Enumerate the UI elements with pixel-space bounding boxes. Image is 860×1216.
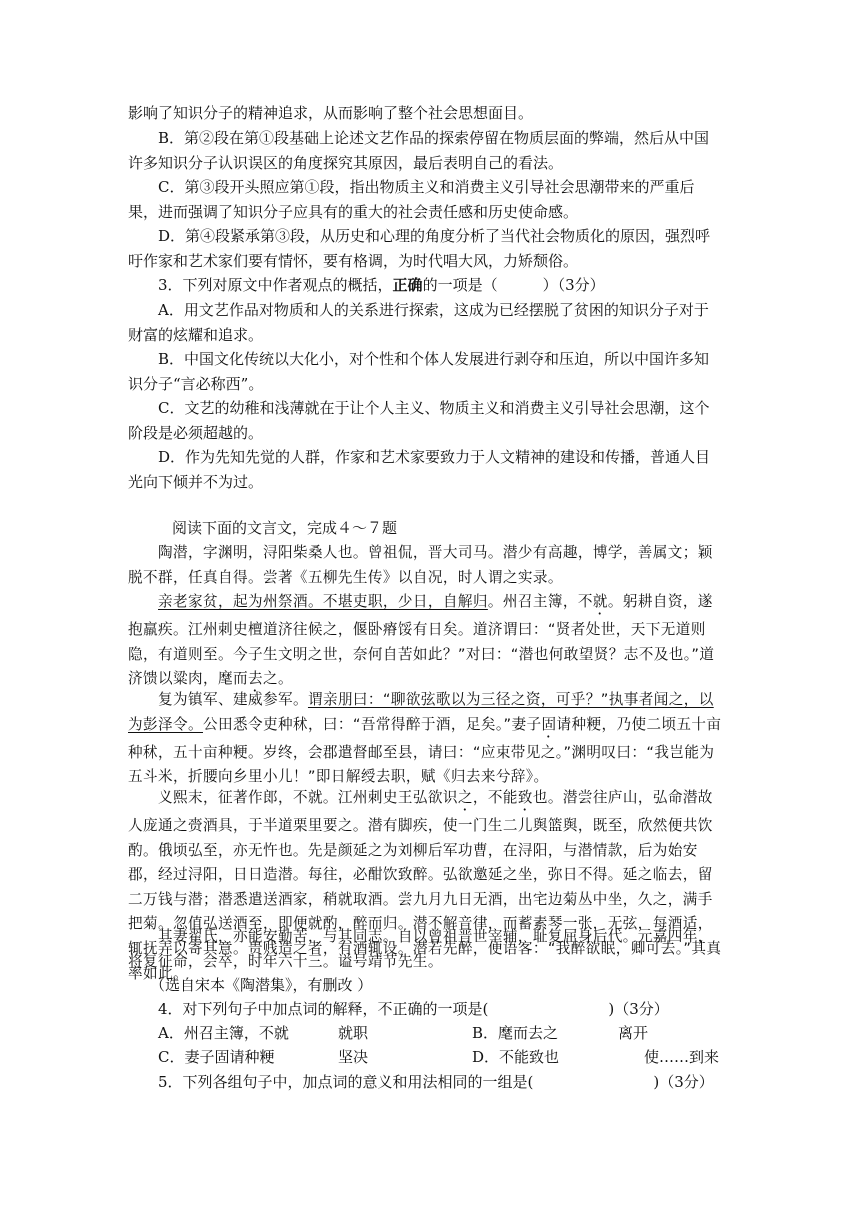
passage-text: 公田悉令吏种秫，曰：“吾常得醉于酒，足矣。”妻子	[202, 715, 542, 733]
passage-intro: 阅读下面的文言文，完成４～７题	[172, 519, 398, 537]
q4-option-a-sentence: A．州召主簿，不就	[158, 1024, 289, 1042]
underlined-sentence-3: 谓亲朋曰：“聊欲弦歌以为三径之资，可乎？”执事者闻之，以为彭泽令。	[128, 691, 714, 733]
q2-option-a-continuation: 影响了知识分子的精神追求，从而影响了整个社会思想面目。	[128, 104, 534, 122]
q2-option-b: B．第②段在第①段基础上论述文艺作品的探索停留在物质层面的弊端，然后从中国许多知识分子认识误区的角度探究其原因，最后表明自己的看法。	[128, 129, 710, 172]
q4-option-c-sentence: C．妻子固请种粳	[158, 1048, 275, 1066]
passage-text: ，不能	[472, 789, 518, 806]
dotted-word-zhi-2: 致	[517, 789, 533, 806]
passage-text: 义熙末，征著作郎，不就。江州刺史王弘欲识	[158, 789, 458, 806]
q4-options-row-2	[158, 1045, 738, 1069]
passage-text: 之。	[262, 670, 293, 688]
dotted-word-qu: 去	[247, 670, 263, 688]
passage-paragraph-3	[128, 688, 722, 790]
q4-options-row-1	[158, 1021, 738, 1045]
passage-paragraph-5: 其妻翟氏，亦能安勤苦，与其同志。自以曾祖晋世宰辅，耻复屈身后代。元嘉四年，将复征命，会卒，时年六十三。谥号靖节先生。	[128, 928, 713, 970]
dotted-word-jiu: 就	[592, 593, 608, 610]
q3-option-d: D．作为先知先觉的人群，作家和艺术家要致力于人文精神的建设和传播，普通人目光向下倾并不为过。	[128, 448, 711, 491]
q3-option-c: C．文艺的幼稚和浅薄就在于让个人主义、物质主义和消费主义引导社会思潮，这个阶段是必须超越的。	[128, 399, 710, 442]
passage-text: 复为镇军、建威参军。	[158, 691, 308, 708]
q4-option-b-meaning: 离开	[618, 1024, 649, 1042]
q3-option-a: A．用文艺作品对物质和人的关系进行探索，这成为已经摆脱了贫困的知识分子对于财富的炫耀和追求。	[128, 301, 709, 344]
q5-stem: 5．下列各组句子中，加点词的意义和用法相同的一组是( )（3分）	[158, 1073, 714, 1091]
q3-stem	[128, 273, 722, 298]
q4-option-d-meaning: 使……到来	[644, 1048, 720, 1066]
q4-option-b-sentence: B．麾而去之	[472, 1024, 559, 1042]
q4-option-d-sentence: D．不能致也	[472, 1048, 560, 1066]
passage-source: （选自宋本《陶潜集》，有删改 ）	[150, 976, 373, 994]
q3-stem-text-b: 的一项是（ ）（3分）	[422, 276, 605, 294]
q4-stem: 4．对下列句子中加点词的解释，不正确的一项是( )（3分）	[158, 1000, 669, 1018]
passage-text: 。躬耕自资，遂抱羸疾。江州刺史檀道济往候之，偃卧瘠馁有日矣。道济谓曰：“贤者处世，天下无道则隐，有道则至。今子生文明之世，奈何自苦如此？”对曰：“潜也何敢望贤？志不及也。”道济馈以粱肉，麾而	[128, 593, 715, 688]
q3-option-b: B．中国文化传统以大化小，对个性和个体人发展进行剥夺和压迫，所以中国许多知识分子“言必称西”。	[128, 350, 710, 393]
underlined-sentence-1: 亲老家贫，起为州祭酒。不堪吏职，少日，	[158, 593, 443, 610]
q3-stem-text-a: 3．下列对原文中作者观点的概括，	[158, 276, 393, 294]
passage-text: 也。潜尝往庐山，弘命潜故人庞通之赍酒具，于半道栗里要之。潜有脚疾，使一门生二儿舆篮舆，既至，欣然便共饮酌。俄顷弘至，亦无忤也。先是颜延之为刘柳后军功曹，在浔阳，与潜情款，后为始安郡，经过浔阳，日日造潜。每往，必酣饮致醉。弘欲邀延之坐，弥日不得。延之临去，留二万钱与潜；潜悉遣送酒家，稍就取酒。尝九月九日无酒，出宅边菊丛中坐，久之，满手把菊。忽值弘送酒至，即便就酌，醉而归。潜不解音律，而蓄素琴一张，无弦，每酒适，辄抚弄以寄其意。贵贱造之者，有酒辄设。潜若先醉，便语客：“我醉欲眠，卿可去。”其真率如此。	[128, 789, 722, 982]
q2-option-d: D．第④段紧承第③段，从历史和心理的角度分析了当代社会物质化的原因，强烈呼吁作家和艺术家们要有情怀，要有格调，为时代唱大风，力矫颓俗。	[128, 227, 711, 270]
underlined-sentence-2: 自解归	[442, 593, 488, 610]
passage-paragraph-1: 陶潜，字渊明，浔阳柴桑人也。曾祖侃，晋大司马。潜少有高趣，博学，善属文；颖脱不群，任真自得。尝著《五柳先生传》以自况，时人谓之实录。	[128, 544, 713, 586]
q2-option-c: C．第③段开头照应第①段，指出物质主义和消费主义引导社会思潮带来的严重后果，进而强调了知识分子应具有的重大的社会责任感和历史使命感。	[128, 178, 695, 221]
q4-option-a-meaning: 就职	[338, 1024, 369, 1042]
q3-stem-emphasis: 正确	[392, 276, 423, 294]
dotted-word-gu: 固	[541, 715, 557, 733]
dotted-word-zhi: 之	[457, 789, 473, 806]
passage-text: 请种粳，乃使二顷五十亩种秫，五十亩种粳。岁终，会郡遣督邮至县，请曰：“应束带见之。”渊明叹曰：“我岂能为五斗米，折腰向乡里小儿！”即日解绶去职，赋《归去来兮辞》。	[128, 715, 722, 786]
passage-text: 。州召主簿，不	[487, 593, 593, 610]
passage-paragraph-2	[128, 590, 722, 695]
q4-option-c-meaning: 坚决	[338, 1048, 369, 1066]
